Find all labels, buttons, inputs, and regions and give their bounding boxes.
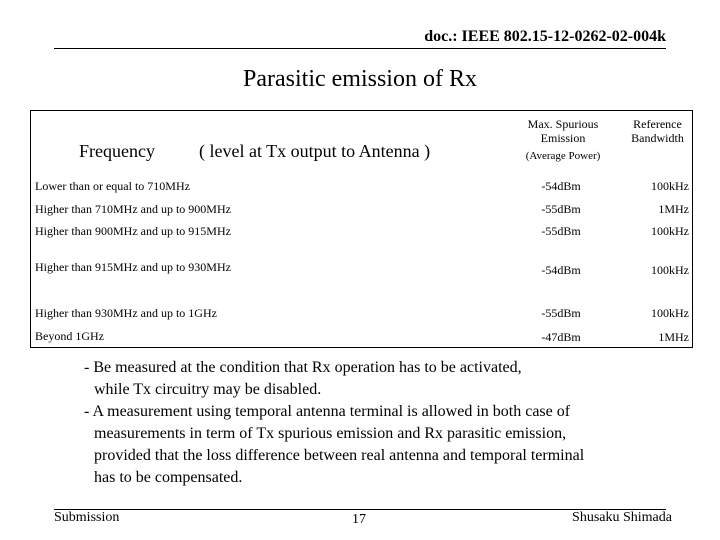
header-max-line1: Max. Spurious [527,117,599,131]
row-spurious: -55dBm [541,224,581,238]
row-spurious: -55dBm [541,202,581,216]
note-line: - A measurement using temporal antenna terminal is allowed in both case of [84,403,571,420]
header-ref-line1: Reference [633,117,682,131]
row-bandwidth: 100kHz [651,224,689,238]
header-max-sub: (Average Power) [525,150,601,162]
row-spurious: -54dBm [541,179,581,193]
notes-block [84,357,684,489]
header-max-line2: Emission [540,131,586,145]
row-bandwidth: 100kHz [651,263,689,277]
row-spurious: -55dBm [541,306,581,320]
page-number: 17 [352,512,366,527]
note-line: measurements in term of Tx spurious emission and Rx parasitic emission, [94,425,567,442]
footer-author: Shusaku Shimada [572,510,672,525]
note-line: - Be measured at the condition that Rx operation has to be activated, [84,359,522,376]
row-bandwidth: 100kHz [651,179,689,193]
slide-title: Parasitic emission of Rx [243,66,477,92]
note-line: has to be compensated. [94,469,243,486]
header-frequency: Frequency [79,141,155,161]
row-spurious: -47dBm [541,330,581,344]
row-frequency: Higher than 930MHz and up to 1GHz [35,306,217,320]
row-frequency: Beyond 1GHz [35,329,104,343]
document-id: doc.: IEEE 802.15-12-0262-02-004k [424,28,666,45]
header-max-spurious [508,117,618,163]
header-rule [54,48,666,49]
row-bandwidth: 100kHz [651,306,689,320]
emission-table [30,110,693,348]
header-level: ( level at Tx output to Antenna ) [199,141,431,161]
note-line: while Tx circuitry may be disabled. [94,381,322,398]
row-frequency: Higher than 900MHz and up to 915MHz [35,224,231,238]
row-bandwidth: 1MHz [658,330,689,344]
row-bandwidth: 1MHz [658,202,689,216]
row-frequency: Higher than 710MHz and up to 900MHz [35,202,231,216]
header-reference-bandwidth [621,117,694,145]
header-ref-line2: Bandwidth [631,131,684,145]
row-frequency: Higher than 915MHz and up to 930MHz [35,260,231,274]
footer-submission: Submission [54,510,120,525]
row-spurious: -54dBm [541,263,581,277]
row-frequency: Lower than or equal to 710MHz [35,179,190,193]
note-line: provided that the loss difference between real antenna and temporal terminal [94,447,585,464]
